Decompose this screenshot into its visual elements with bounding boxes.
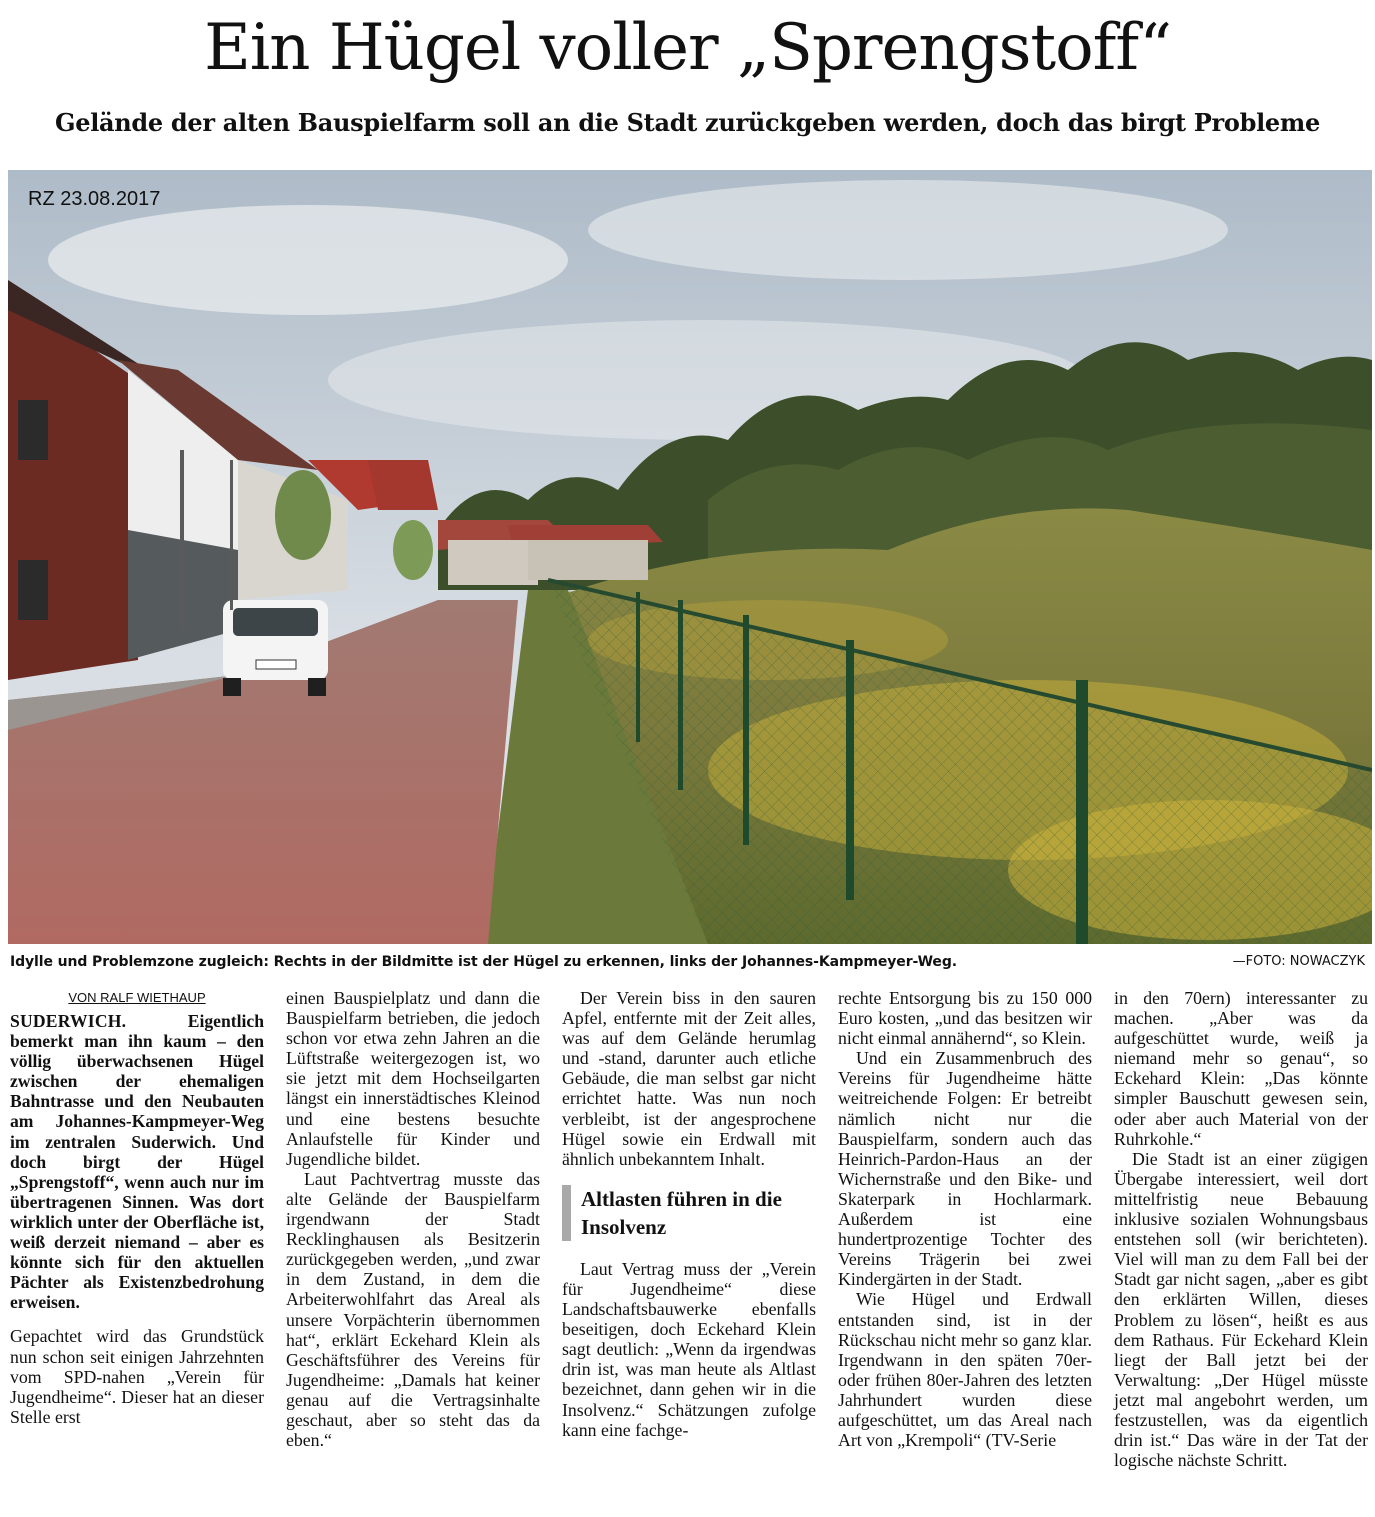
subheading-bar (562, 1185, 571, 1241)
body-paragraph: Laut Pachtvertrag musste das alte Gelände der Bauspielfarm irgendwann der Stadt Recklinghausen als Besitzerin zurückgegeben werden, „und zwar in dem Zustand, in dem die Arbeiterwohlfahrt das Areal als unsere Vorpächterin übernommen hat“, erklärt Eckehard Klein als Geschäftsführer des Vereins für Jugendheime: „Damals hat keiner genau auf die Vertragsinhalte geschaut, aber so steht das da eben.“ (286, 1168, 540, 1451)
section-subheading (562, 1185, 816, 1241)
lead-text: Eigentlich bemerkt man ihn kaum – den völlig überwachsenen Hügel zwischen der ehemaligen Bahntrasse und den Neubauten am Johannes-Kampmeyer-Weg im zentralen Suderwich. Und doch birgt der Hügel „Sprengstoff“, wenn auch nur im übertragenen Sinnen. Was dort wirklich unter der Oberfläche ist, weiß derzeit niemand – aber es könnte sich für den aktuellen Pächter als Existenzbedrohung erweisen. (10, 1011, 264, 1313)
body-paragraph: Laut Vertrag muss der „Verein für Jugendheime“ diese Landschaftsbauwerke ebenfalls beseitigen, doch Eckehard Klein sagt deutlich: „Wenn da irgendwas drin ist, was man heute als Altlast bezeichnet, dann gehen wir in die Insolvenz.“ Schätzungen zufolge kann eine fachge- (562, 1258, 816, 1440)
dateline: SUDERWICH. (10, 1011, 127, 1031)
body-paragraph: in den 70ern) interessanter zu machen. „Aber was da aufgeschüttet wurde, weiß ja niemand mehr so genau“, so Eckehard Klein: „Das könnte simpler Bauschutt gewesen sein, oder aber auch Material von der Ruhrkohle.“ (1114, 988, 1368, 1149)
article-photo (8, 170, 1372, 944)
body-paragraph: Der Verein biss in den sauren Apfel, entfernte mit der Zeit alles, was auf dem Gelände herumlag und -stand, darunter auch etliche Gebäude, die man selbst gar nicht errichtet hatte. Was nun noch verbleibt, ist der angesprochene Hügel sowie ein Erdwall mit ähnlich unbekanntem Inhalt. (562, 988, 816, 1169)
date-stamp: RZ 23.08.2017 (28, 188, 161, 210)
byline: VON RALF WIETHAUP (68, 990, 206, 1005)
body-paragraph: Die Stadt ist an einer zügigen Übergabe interessiert, weil dort mittelfristig neue Bebauung inklusive sozialen Wohnungsbaus entstehen soll (wir berichteten). Viel will man zu dem Fall bei der Stadt gar nicht sagen, „aber es gibt den erklärten Willen, dieses Problem zu lösen“, heißt es aus dem Rathaus. Für Eckehard Klein liegt der Ball jetzt bei der Verwaltung: „Der Hügel müsste jetzt mal angebohrt werden, um festzustellen, was da eigentlich drin ist.“ Das wäre in der Tat der logische nächste Schritt. (1114, 1148, 1368, 1471)
lead-paragraph (10, 1011, 264, 1312)
subheadline: Gelände der alten Bauspielfarm soll an die Stadt zurückgeben werden, doch das birgt Probleme (55, 108, 1320, 137)
photo-caption: Idylle und Problemzone zugleich: Rechts in der Bildmitte ist der Hügel zu erkennen, links der Johannes-Kampmeyer-Weg. (10, 954, 957, 970)
article-column-4 (838, 988, 1092, 1450)
article-column-1 (10, 988, 264, 1427)
article-column-3 (562, 988, 816, 1440)
photo-credit: —FOTO: NOWACZYK (1232, 954, 1365, 969)
article-column-5 (1114, 988, 1368, 1470)
body-paragraph: Wie Hügel und Erdwall entstanden sind, ist in der Rückschau nicht mehr so ganz klar. Irgendwann in den späten 70er- oder frühen 80er-Jahren des letzten Jahrhundert wurden diese aufgeschüttet, um das Areal nach Art von „Krempoli“ (TV-Serie (838, 1289, 1092, 1451)
body-paragraph: Gepachtet wird das Grundstück nun schon seit einigen Jahrzehnten vom SPD-nahen „Verein für Jugendheime“. Dieser hat an dieser Stelle erst (10, 1326, 264, 1427)
subheading-text: Altlasten führen in die Insolvenz (581, 1186, 782, 1239)
article-column-2 (286, 988, 540, 1450)
body-paragraph: einen Bauspielplatz und dann die Bauspielfarm betrieben, die jedoch schon vor etwa zehn Jahren an die Lüftstraße weitergezogen ist, wo sie jetzt mit dem Hochseilgarten längst ein innerstädtisches Kleinod und eine bestens besuchte Anlaufstelle für Kinder und Jugendliche bildet. (286, 988, 540, 1169)
headline: Ein Hügel voller „Sprengstoff“ (204, 11, 1171, 85)
body-paragraph: rechte Entsorgung bis zu 150 000 Euro kosten, „und das besitzen wir nicht einmal annähernd“, so Klein. (838, 988, 1092, 1049)
body-paragraph: Und ein Zusammenbruch des Vereins für Jugendheime hätte weitreichende Folgen: Er betreibt nämlich nicht nur die Bauspielfarm, sondern auch das Heinrich-Pardon-Haus an der Wichernstraße und den Bike- und Skaterpark in Hochlarmark. Außerdem ist eine hundertprozentige Tochter des Vereins Trägerin bei zwei Kindergärten in der Stadt. (838, 1048, 1092, 1290)
